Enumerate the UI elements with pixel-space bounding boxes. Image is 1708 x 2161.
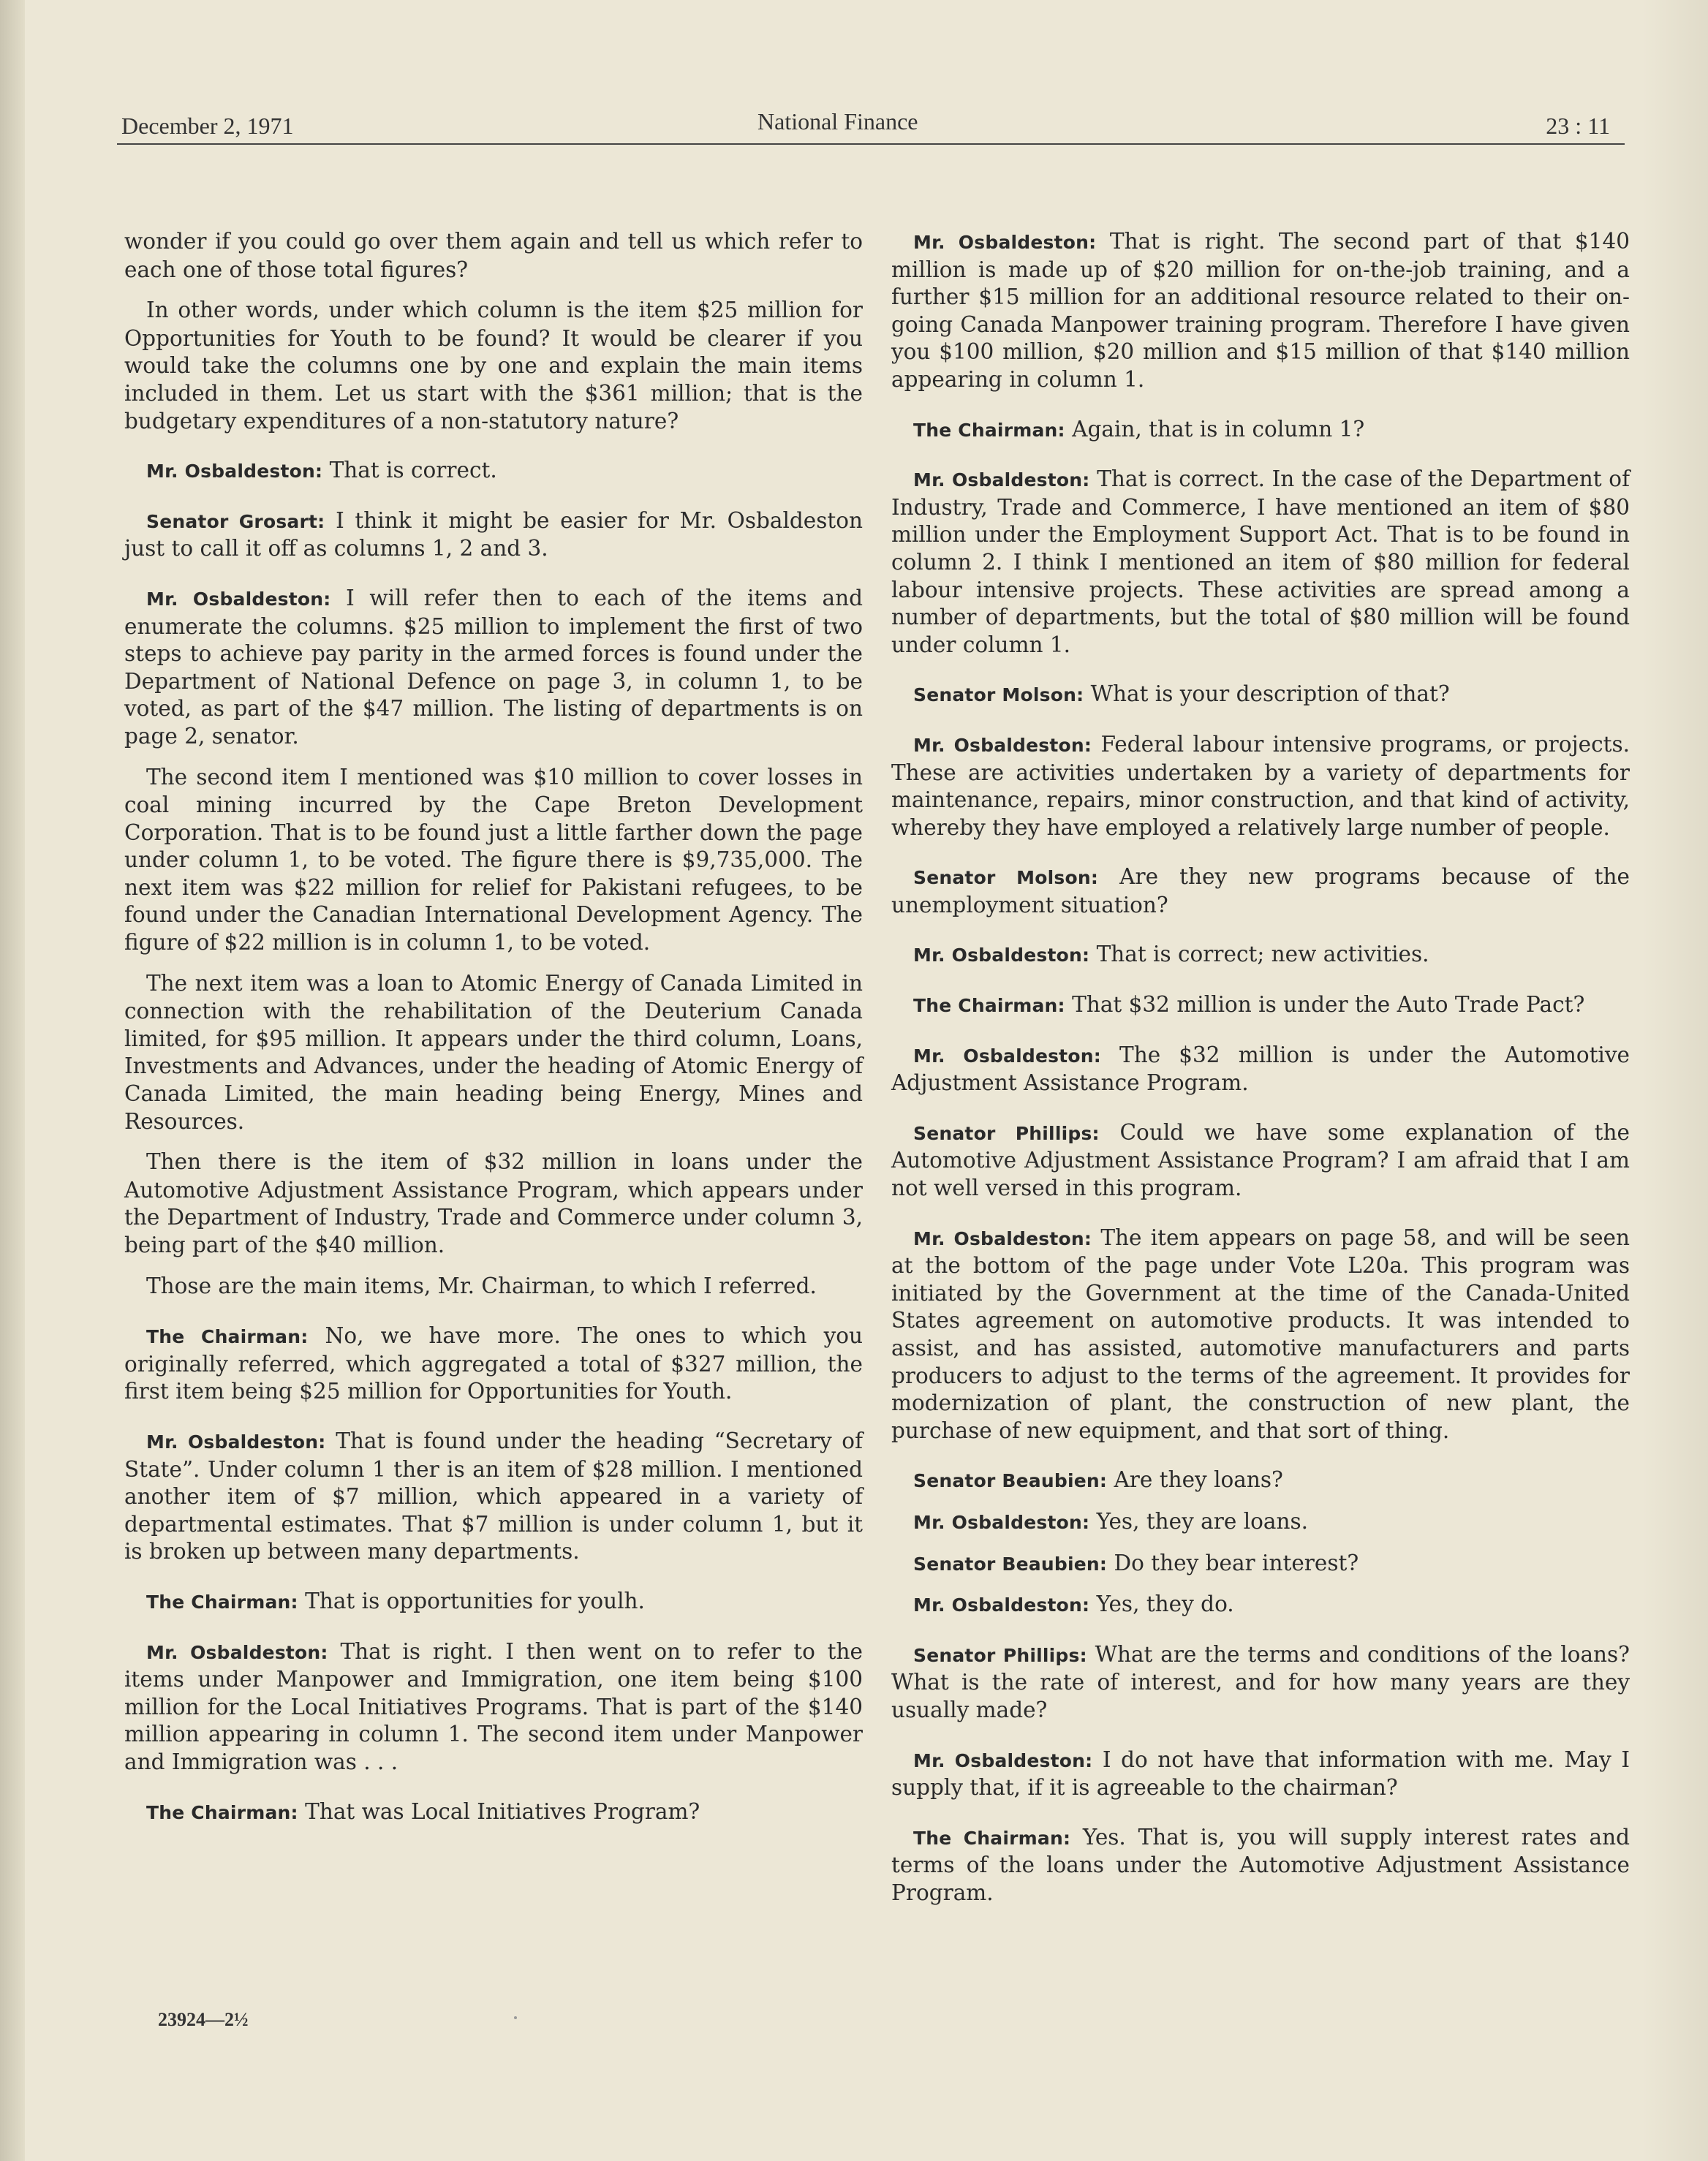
speaker-label: Mr. Osbaldeston: — [146, 1641, 328, 1663]
page-binding-edge — [0, 0, 25, 2161]
paragraph — [891, 466, 1630, 659]
paragraph — [891, 681, 1630, 709]
speaker-label: Senator Molson: — [913, 684, 1084, 706]
speaker-label: Mr. Osbaldeston: — [913, 734, 1092, 756]
paragraph — [891, 991, 1630, 1020]
paragraph — [124, 297, 863, 435]
printer-code: 23924—2½ — [158, 2009, 249, 2030]
paragraph — [891, 1746, 1630, 1802]
paragraph-text: What is your description of that? — [1090, 681, 1450, 707]
left-column — [124, 228, 863, 1839]
paragraph — [891, 1824, 1630, 1907]
speaker-label: Mr. Osbaldeston: — [913, 1227, 1092, 1249]
paragraph-text: wonder if you could go over them again and tell us which refer to each one of those total figures? — [124, 229, 863, 282]
speaker-label: Senator Phillips: — [913, 1122, 1100, 1144]
speaker-label: The Chairman: — [146, 1326, 309, 1348]
speaker-label: Senator Grosart: — [146, 510, 325, 532]
paragraph-text: I will refer then to each of the items and enumerate the columns. $25 million to implement the first of two steps to achieve pay parity in the armed forces is found under the Department of National Defence on page 3, in column 1, to be voted, as part of the $47 million. The listing of departments is on page 2, senator. — [124, 585, 863, 749]
paragraph-text: Federal labour intensive programs, or projects. These are activities undertaken by a variety of departments for maintenance, repairs, minor construction, and that kind of activity, whereby they have employed a relatively large number of people. — [891, 731, 1630, 840]
paragraph — [124, 585, 863, 751]
paragraph-text: I do not have that information with me. May I supply that, if it is agreeable to the chairman? — [891, 1746, 1630, 1801]
paragraph — [124, 1428, 863, 1566]
paragraph-text: That was Local Initiatives Program? — [305, 1798, 700, 1824]
paragraph-text: Those are the main items, Mr. Chairman, to which I referred. — [146, 1273, 817, 1298]
speaker-label: Mr. Osbaldeston: — [913, 232, 1097, 253]
paragraph — [891, 1225, 1630, 1445]
paragraph-text: The $32 million is under the Automotive Adjustment Assistance Program. — [891, 1042, 1630, 1096]
speaker-label: Senator Phillips: — [913, 1644, 1087, 1666]
paragraph-text: That is right. The second part of that $140 million is made up of $20 million for on-the-job training, and a further $15 million for an additional resource related to their on-going Canada Manpower training program. Therefore I have given you $100 million, $20 million and $15 million of that $140 million appearing in column 1. — [891, 229, 1630, 392]
paragraph — [124, 970, 863, 1136]
speaker-label: Mr. Osbaldeston: — [146, 461, 323, 482]
speaker-label: The Chairman: — [913, 1827, 1071, 1849]
paragraph — [891, 1466, 1630, 1495]
paragraph-text: Yes, they are loans. — [1096, 1508, 1309, 1534]
paragraph — [891, 941, 1630, 969]
paragraph — [124, 1322, 863, 1406]
paragraph — [124, 1638, 863, 1776]
right-column — [891, 228, 1630, 1920]
page-right-edge — [1642, 0, 1708, 2161]
speaker-label: Mr. Osbaldeston: — [913, 1511, 1090, 1533]
paragraph-text: That is found under the heading “Secretary of State”. Under column 1 ther is an item of $28 million. I mentioned another item of $7 million, which appeared in a variety of departmental estimates. That $7 million is under column 1, but it is broken up between many departments. — [124, 1428, 863, 1564]
paragraph-text: That is correct; new activities. — [1096, 942, 1429, 967]
speaker-label: Mr. Osbaldeston: — [913, 469, 1090, 491]
paragraph — [891, 228, 1630, 394]
paragraph-text: Do they bear interest? — [1114, 1550, 1359, 1575]
paragraph — [891, 1591, 1630, 1619]
header-page-number: 23 : 11 — [1546, 113, 1610, 139]
header-publication: National Finance — [757, 108, 918, 135]
paragraph — [891, 1119, 1630, 1203]
paragraph-text: What are the terms and conditions of the loans? What is the rate of interest, and for how many years are they usually made? — [891, 1641, 1630, 1722]
paragraph — [124, 1588, 863, 1616]
paragraph — [891, 416, 1630, 444]
paragraph-text: Are they loans? — [1114, 1467, 1283, 1493]
paragraph-text: The second item I mentioned was $10 million to cover losses in coal mining incurred by the Cape Breton Development Corporation. That is to be found just a little farther down the page under column 1, to be voted. The figure there is $9,735,000. The next item was $22 million for relief for Pakistani refugees, to be found under the Canadian International Development Agency. The figure of $22 million is in column 1, to be voted. — [124, 764, 863, 955]
paragraph-text: That $32 million is under the Auto Trade Pact? — [1072, 992, 1585, 1018]
paragraph — [891, 1508, 1630, 1537]
paragraph — [124, 1798, 863, 1827]
speaker-label: Mr. Osbaldeston: — [146, 588, 331, 610]
speaker-label: Senator Molson: — [913, 867, 1099, 889]
speaker-label: Mr. Osbaldeston: — [913, 1749, 1093, 1771]
paper-speck — [514, 2016, 517, 2019]
paragraph-text: Yes, they do. — [1096, 1592, 1234, 1617]
page-header — [121, 108, 1622, 146]
paragraph-text: The next item was a loan to Atomic Energy of Canada Limited in connection with the rehabilitation of the Deuterium Canada limited, for $95 million. It appears under the third column, Loans, Investments and Advances, under the heading of Atomic Energy of Canada Limited, the main heading being Energy, Mines and Resources. — [124, 970, 863, 1134]
paragraph — [124, 457, 863, 485]
paragraph — [891, 731, 1630, 841]
paragraph — [124, 1148, 863, 1259]
paragraph — [124, 507, 863, 563]
speaker-label: Mr. Osbaldeston: — [146, 1431, 326, 1453]
paragraph-text: No, we have more. The ones to which you originally referred, which aggregated a total of $327 million, the first item being $25 million for Opportunities for Youth. — [124, 1323, 863, 1404]
paragraph-text: That is opportunities for youlh. — [305, 1588, 645, 1613]
speaker-label: The Chairman: — [146, 1801, 298, 1823]
speaker-label: Mr. Osbaldeston: — [913, 1594, 1090, 1616]
speaker-label: Senator Beaubien: — [913, 1553, 1108, 1575]
paragraph — [891, 1641, 1630, 1725]
paragraph-text: That is correct. — [329, 458, 497, 483]
paragraph-text: That is right. I then went on to refer to the items under Manpower and Immigration, one item being $100 million for the Local Initiatives Programs. That is part of the $140 million appearing in column 1. The second item under Manpower and Immigration was . . . — [124, 1638, 863, 1774]
paragraph-text: Again, that is in column 1? — [1072, 416, 1365, 442]
speaker-label: The Chairman: — [913, 419, 1065, 441]
paragraph-text: Are they new programs because of the unemployment situation? — [891, 864, 1630, 917]
speaker-label: The Chairman: — [146, 1591, 298, 1613]
speaker-label: Mr. Osbaldeston: — [913, 945, 1090, 966]
paragraph — [124, 1273, 863, 1301]
paragraph — [124, 764, 863, 957]
paragraph-text: In other words, under which column is the item $25 million for Opportunities for Youth to be found? It would be clearer if you would take the columns one by one and explain the main items included in them. Let us start with the $361 million; that is the budgetary expenditures of a non-statutory nature? — [124, 298, 863, 434]
paragraph-text: Could we have some explanation of the Automotive Adjustment Assistance Program? I am afraid that I am not well versed in this program. — [891, 1119, 1630, 1201]
speaker-label: Senator Beaubien: — [913, 1470, 1108, 1492]
paragraph-text: I think it might be easier for Mr. Osbaldeston just to call it off as columns 1, 2 and 3. — [124, 507, 863, 561]
paragraph — [891, 1550, 1630, 1578]
header-date: December 2, 1971 — [121, 113, 294, 139]
header-rule — [117, 143, 1625, 145]
speaker-label: Mr. Osbaldeston: — [913, 1045, 1101, 1067]
paragraph-text: Then there is the item of $32 million in loans under the Automotive Adjustment Assistance Program, which appears under the Department of Industry, Trade and Commerce under column 3, being part of the $40 million. — [124, 1149, 863, 1257]
paragraph — [891, 1042, 1630, 1097]
paragraph-text: Yes. That is, you will supply interest rates and terms of the loans under the Automotive Adjustment Assistance Program. — [891, 1824, 1630, 1905]
paragraph — [891, 863, 1630, 919]
paragraph-text: The item appears on page 58, and will be seen at the bottom of the page under Vote L20a. This program was initiated by the Government at the time of the Canada-United States agreement on automotive products. It was intended to assist, and has assisted, automotive manufacturers and parts producers to adjust to the terms of the agreement. It provides for modernization of plant, the construction of new plant, the purchase of new equipment, and that sort of thing. — [891, 1225, 1630, 1443]
paragraph — [124, 228, 863, 284]
speaker-label: The Chairman: — [913, 995, 1065, 1017]
paragraph-text: That is correct. In the case of the Department of Industry, Trade and Commerce, I have mentioned an item of $80 million under the Employment Support Act. That is to be found in column 2. I think I mentioned an item of $80 million for federal labour intensive projects. These activities are spread among a number of departments, but the total of $80 million will be found under column 1. — [891, 466, 1630, 657]
